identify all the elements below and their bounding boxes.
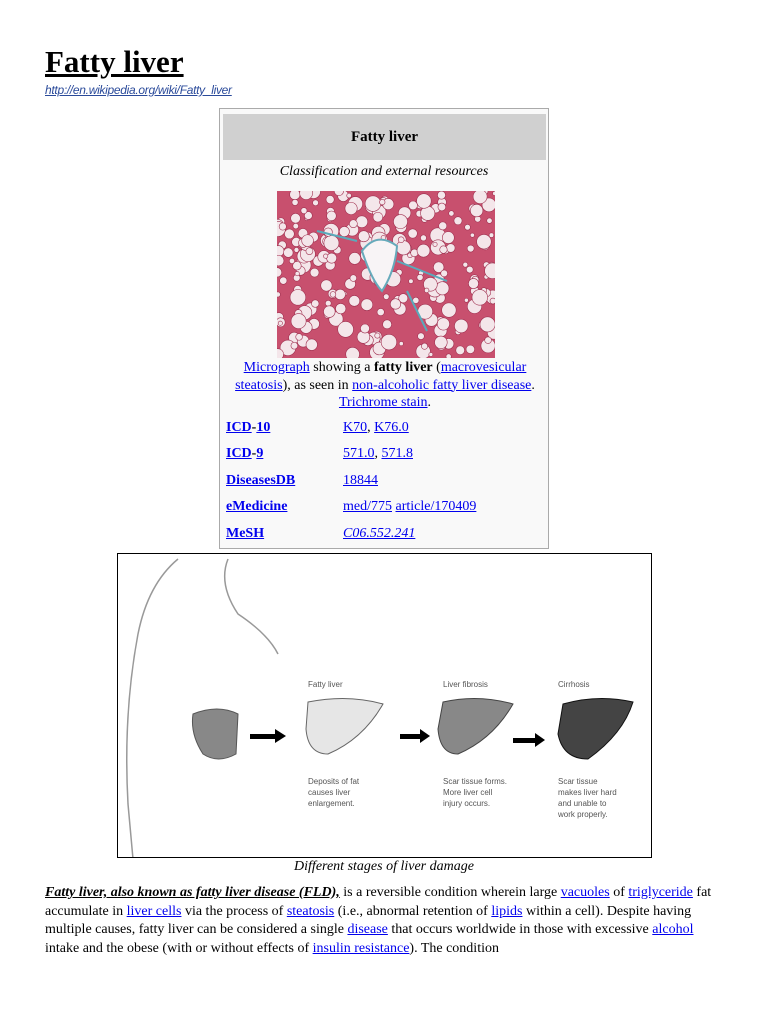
fat-vacuole bbox=[456, 346, 465, 355]
fat-vacuole bbox=[313, 200, 319, 206]
fat-vacuole bbox=[310, 268, 319, 277]
stage-note: Scar tissue forms. bbox=[443, 777, 508, 786]
nafld-link[interactable]: non-alcoholic fatty liver disease bbox=[352, 377, 532, 393]
alcohol-link[interactable]: alcohol bbox=[652, 922, 694, 937]
fat-vacuole bbox=[454, 319, 468, 333]
fat-vacuole bbox=[466, 345, 475, 354]
fat-vacuole bbox=[417, 274, 423, 280]
stage-note: Scar tissue bbox=[558, 777, 598, 786]
fat-vacuole bbox=[399, 341, 403, 345]
fat-vacuole bbox=[301, 208, 307, 214]
text: fat accumulate in bbox=[45, 885, 712, 919]
stage-note: causes liver bbox=[308, 788, 351, 797]
arrow-icon bbox=[400, 729, 430, 743]
fat-vacuole bbox=[464, 298, 468, 302]
fat-vacuole bbox=[335, 289, 346, 300]
lipids-link[interactable]: lipids bbox=[491, 903, 523, 919]
fat-vacuole bbox=[377, 308, 384, 315]
infobox-title: Fatty liver bbox=[223, 114, 546, 160]
micrograph-caption bbox=[228, 359, 542, 412]
fat-vacuole bbox=[321, 280, 332, 291]
stage-note: More liver cell bbox=[443, 788, 493, 797]
fat-vacuole bbox=[294, 247, 299, 252]
fat-vacuole bbox=[380, 199, 385, 204]
fat-vacuole bbox=[324, 235, 339, 250]
fat-vacuole bbox=[365, 196, 381, 212]
fat-vacuole bbox=[350, 275, 357, 282]
separator: - bbox=[251, 446, 257, 461]
stage-label: Fatty liver bbox=[308, 680, 343, 689]
fat-vacuole bbox=[433, 242, 437, 246]
fat-vacuole bbox=[408, 229, 417, 238]
fat-vacuole bbox=[290, 191, 300, 200]
text: ). The condition bbox=[409, 940, 499, 956]
lead-text: Fatty liver, also known as fatty liver disease (FLD), bbox=[45, 885, 340, 900]
code-link[interactable]: article/170409 bbox=[395, 499, 477, 514]
fat-vacuole bbox=[442, 232, 454, 244]
triglyceride-link[interactable]: triglyceride bbox=[628, 885, 693, 900]
fat-vacuole bbox=[292, 199, 298, 205]
fat-vacuole bbox=[349, 252, 361, 264]
fat-vacuole bbox=[398, 237, 404, 243]
emedicine-link[interactable]: eMedicine bbox=[226, 499, 288, 514]
fat-vacuole bbox=[409, 201, 418, 210]
icd9-link[interactable]: 9 bbox=[256, 446, 264, 461]
fat-vacuole bbox=[489, 233, 494, 238]
fat-vacuole bbox=[330, 292, 336, 298]
stage-note: enlargement. bbox=[308, 799, 355, 808]
fat-vacuole bbox=[466, 266, 473, 273]
fat-vacuole bbox=[345, 202, 357, 214]
fat-vacuole bbox=[279, 223, 286, 230]
separator: - bbox=[251, 420, 257, 435]
stage-note: makes liver hard bbox=[558, 788, 617, 797]
fat-vacuole bbox=[429, 352, 433, 356]
fat-vacuole bbox=[325, 300, 331, 306]
fat-vacuole bbox=[442, 303, 456, 317]
steatosis-link[interactable]: steatosis bbox=[286, 903, 335, 919]
diseasesdb-link[interactable]: DiseasesDB bbox=[226, 473, 296, 488]
fat-vacuole bbox=[393, 215, 407, 229]
fat-vacuole bbox=[467, 245, 474, 252]
fat-vacuole bbox=[295, 271, 299, 275]
intro-paragraph bbox=[45, 884, 717, 958]
icd-link[interactable]: ICD bbox=[226, 420, 252, 435]
micrograph-link[interactable]: Micrograph bbox=[243, 360, 310, 375]
fat-vacuole bbox=[436, 282, 449, 295]
fat-vacuole bbox=[360, 324, 369, 333]
text: is a reversible condition wherein large bbox=[339, 885, 561, 900]
liver-damage-figure bbox=[117, 553, 652, 858]
text: of bbox=[609, 885, 629, 900]
fat-vacuole bbox=[438, 203, 446, 211]
fat-vacuole bbox=[291, 314, 306, 329]
text: within a cell). Despite having multiple causes, fatty liver can be considered a single bbox=[45, 903, 692, 937]
infobox bbox=[219, 108, 549, 549]
fat-vacuole bbox=[417, 244, 430, 257]
fat-vacuole bbox=[449, 211, 454, 216]
fat-vacuole bbox=[396, 241, 410, 255]
fat-vacuole bbox=[487, 218, 492, 223]
fat-vacuole bbox=[421, 343, 427, 349]
fat-vacuole bbox=[327, 253, 337, 263]
fat-vacuole bbox=[437, 318, 449, 330]
fat-vacuole bbox=[409, 279, 414, 284]
code-link[interactable]: 571.8 bbox=[381, 446, 413, 461]
fat-vacuole bbox=[439, 222, 447, 230]
icd10-link[interactable]: 10 bbox=[256, 420, 271, 435]
separator: , bbox=[374, 446, 382, 461]
fat-vacuole bbox=[346, 347, 360, 358]
fat-vacuole bbox=[468, 278, 478, 288]
fat-vacuole bbox=[473, 191, 487, 204]
fat-vacuole bbox=[435, 336, 448, 349]
code-link[interactable]: 18844 bbox=[343, 473, 378, 488]
micrograph-image[interactable] bbox=[277, 191, 495, 358]
fat-vacuole bbox=[277, 292, 280, 297]
fat-vacuole bbox=[293, 223, 299, 229]
text: (i.e., abnormal retention of bbox=[334, 903, 492, 919]
fat-vacuole bbox=[470, 204, 483, 217]
fat-vacuole bbox=[446, 244, 455, 253]
fat-vacuole bbox=[278, 321, 282, 325]
fat-vacuole bbox=[323, 254, 327, 258]
stage-note: and unable to bbox=[558, 799, 607, 808]
stage-label: Liver fibrosis bbox=[443, 680, 488, 689]
fat-vacuole bbox=[284, 229, 294, 239]
fat-vacuole bbox=[424, 288, 429, 293]
fat-vacuole bbox=[472, 290, 488, 306]
fat-vacuole bbox=[417, 194, 432, 209]
fat-vacuole bbox=[347, 193, 352, 198]
code-link[interactable]: K76.0 bbox=[374, 420, 409, 435]
fat-vacuole bbox=[290, 289, 306, 305]
fat-vacuole bbox=[311, 300, 319, 308]
fat-vacuole bbox=[373, 212, 383, 222]
fat-vacuole bbox=[361, 299, 373, 311]
fat-vacuole bbox=[296, 334, 303, 341]
insulin-resistance-link[interactable]: insulin resistance bbox=[312, 940, 410, 956]
fat-vacuole bbox=[477, 234, 492, 249]
stage-label: Cirrhosis bbox=[558, 680, 590, 689]
infobox-subtitle: Classification and external resources bbox=[279, 164, 489, 179]
mesh-link[interactable]: MeSH bbox=[226, 526, 265, 541]
text: intake and the obese (with or without effects of bbox=[45, 940, 313, 956]
fat-vacuole bbox=[437, 191, 445, 199]
trichrome-stain-link[interactable]: Trichrome stain bbox=[338, 395, 428, 410]
vacuoles-link[interactable]: vacuoles bbox=[560, 885, 610, 900]
fat-vacuole bbox=[339, 226, 349, 236]
arrow-icon bbox=[250, 729, 286, 743]
disease-link[interactable]: disease bbox=[347, 922, 388, 937]
fat-vacuole bbox=[326, 195, 334, 203]
fat-vacuole bbox=[302, 235, 314, 247]
fat-vacuole bbox=[485, 337, 492, 344]
fat-vacuole bbox=[280, 277, 287, 284]
fat-vacuole bbox=[493, 191, 495, 195]
fat-vacuole bbox=[420, 235, 426, 241]
fat-vacuole bbox=[335, 303, 345, 313]
fat-vacuole bbox=[490, 298, 495, 304]
fat-vacuole bbox=[446, 354, 451, 358]
fat-vacuole bbox=[289, 258, 294, 263]
caption-text: ( bbox=[432, 360, 441, 375]
fat-vacuole bbox=[324, 306, 336, 318]
fat-vacuole bbox=[375, 333, 380, 338]
fat-vacuole bbox=[390, 299, 401, 310]
arrow-icon bbox=[513, 733, 545, 747]
fat-vacuole bbox=[349, 220, 357, 228]
fat-vacuole bbox=[338, 321, 354, 337]
fat-vacuole bbox=[440, 246, 448, 254]
fat-vacuole bbox=[470, 233, 474, 237]
fat-vacuole bbox=[306, 248, 313, 255]
liver-stages-illustration bbox=[118, 554, 652, 858]
fat-vacuole bbox=[480, 317, 495, 332]
icd-link[interactable]: ICD bbox=[226, 446, 252, 461]
stage-note: injury occurs. bbox=[443, 799, 491, 808]
liver-cells-link[interactable]: liver cells bbox=[126, 903, 182, 919]
fat-vacuole bbox=[283, 248, 293, 258]
figure-caption: Different stages of liver damage bbox=[294, 859, 474, 874]
fat-vacuole bbox=[441, 270, 448, 277]
fat-vacuole bbox=[383, 294, 389, 300]
text: via the process of bbox=[181, 903, 287, 919]
caption-bold: fatty liver bbox=[373, 360, 433, 375]
source-url-link[interactable]: http://en.wikipedia.org/wiki/Fatty_liver bbox=[45, 83, 232, 97]
page-title: Fatty liver bbox=[45, 44, 184, 79]
caption-text: showing a bbox=[309, 360, 374, 375]
fat-vacuole bbox=[291, 213, 301, 223]
fat-vacuole bbox=[327, 211, 337, 221]
fat-vacuole bbox=[291, 342, 298, 349]
caption-text: . bbox=[531, 377, 535, 393]
separator: , bbox=[367, 420, 375, 435]
code-link[interactable]: med/775 bbox=[343, 499, 392, 514]
caption-text: . bbox=[427, 395, 432, 410]
fat-vacuole bbox=[358, 231, 369, 242]
fat-vacuole bbox=[306, 339, 317, 350]
fat-vacuole bbox=[418, 333, 425, 340]
fat-vacuole bbox=[454, 217, 462, 225]
macrovesicular-steatosis-link[interactable]: macrovesicular steatosis bbox=[235, 360, 527, 393]
text: that occurs worldwide in those with excessive bbox=[387, 922, 653, 937]
fat-vacuole bbox=[463, 262, 468, 267]
code-link[interactable]: 571.0 bbox=[343, 446, 375, 461]
caption-text: ), as seen in bbox=[282, 377, 353, 393]
fat-vacuole bbox=[383, 320, 392, 329]
stage-note: work properly. bbox=[558, 810, 608, 819]
fat-vacuole bbox=[349, 295, 360, 306]
fat-vacuole bbox=[381, 334, 397, 350]
fat-vacuole bbox=[465, 224, 471, 230]
stage-note: Deposits of fat bbox=[308, 777, 360, 786]
code-link[interactable]: C06.552.241 bbox=[343, 526, 416, 541]
code-link[interactable]: K70 bbox=[343, 420, 368, 435]
